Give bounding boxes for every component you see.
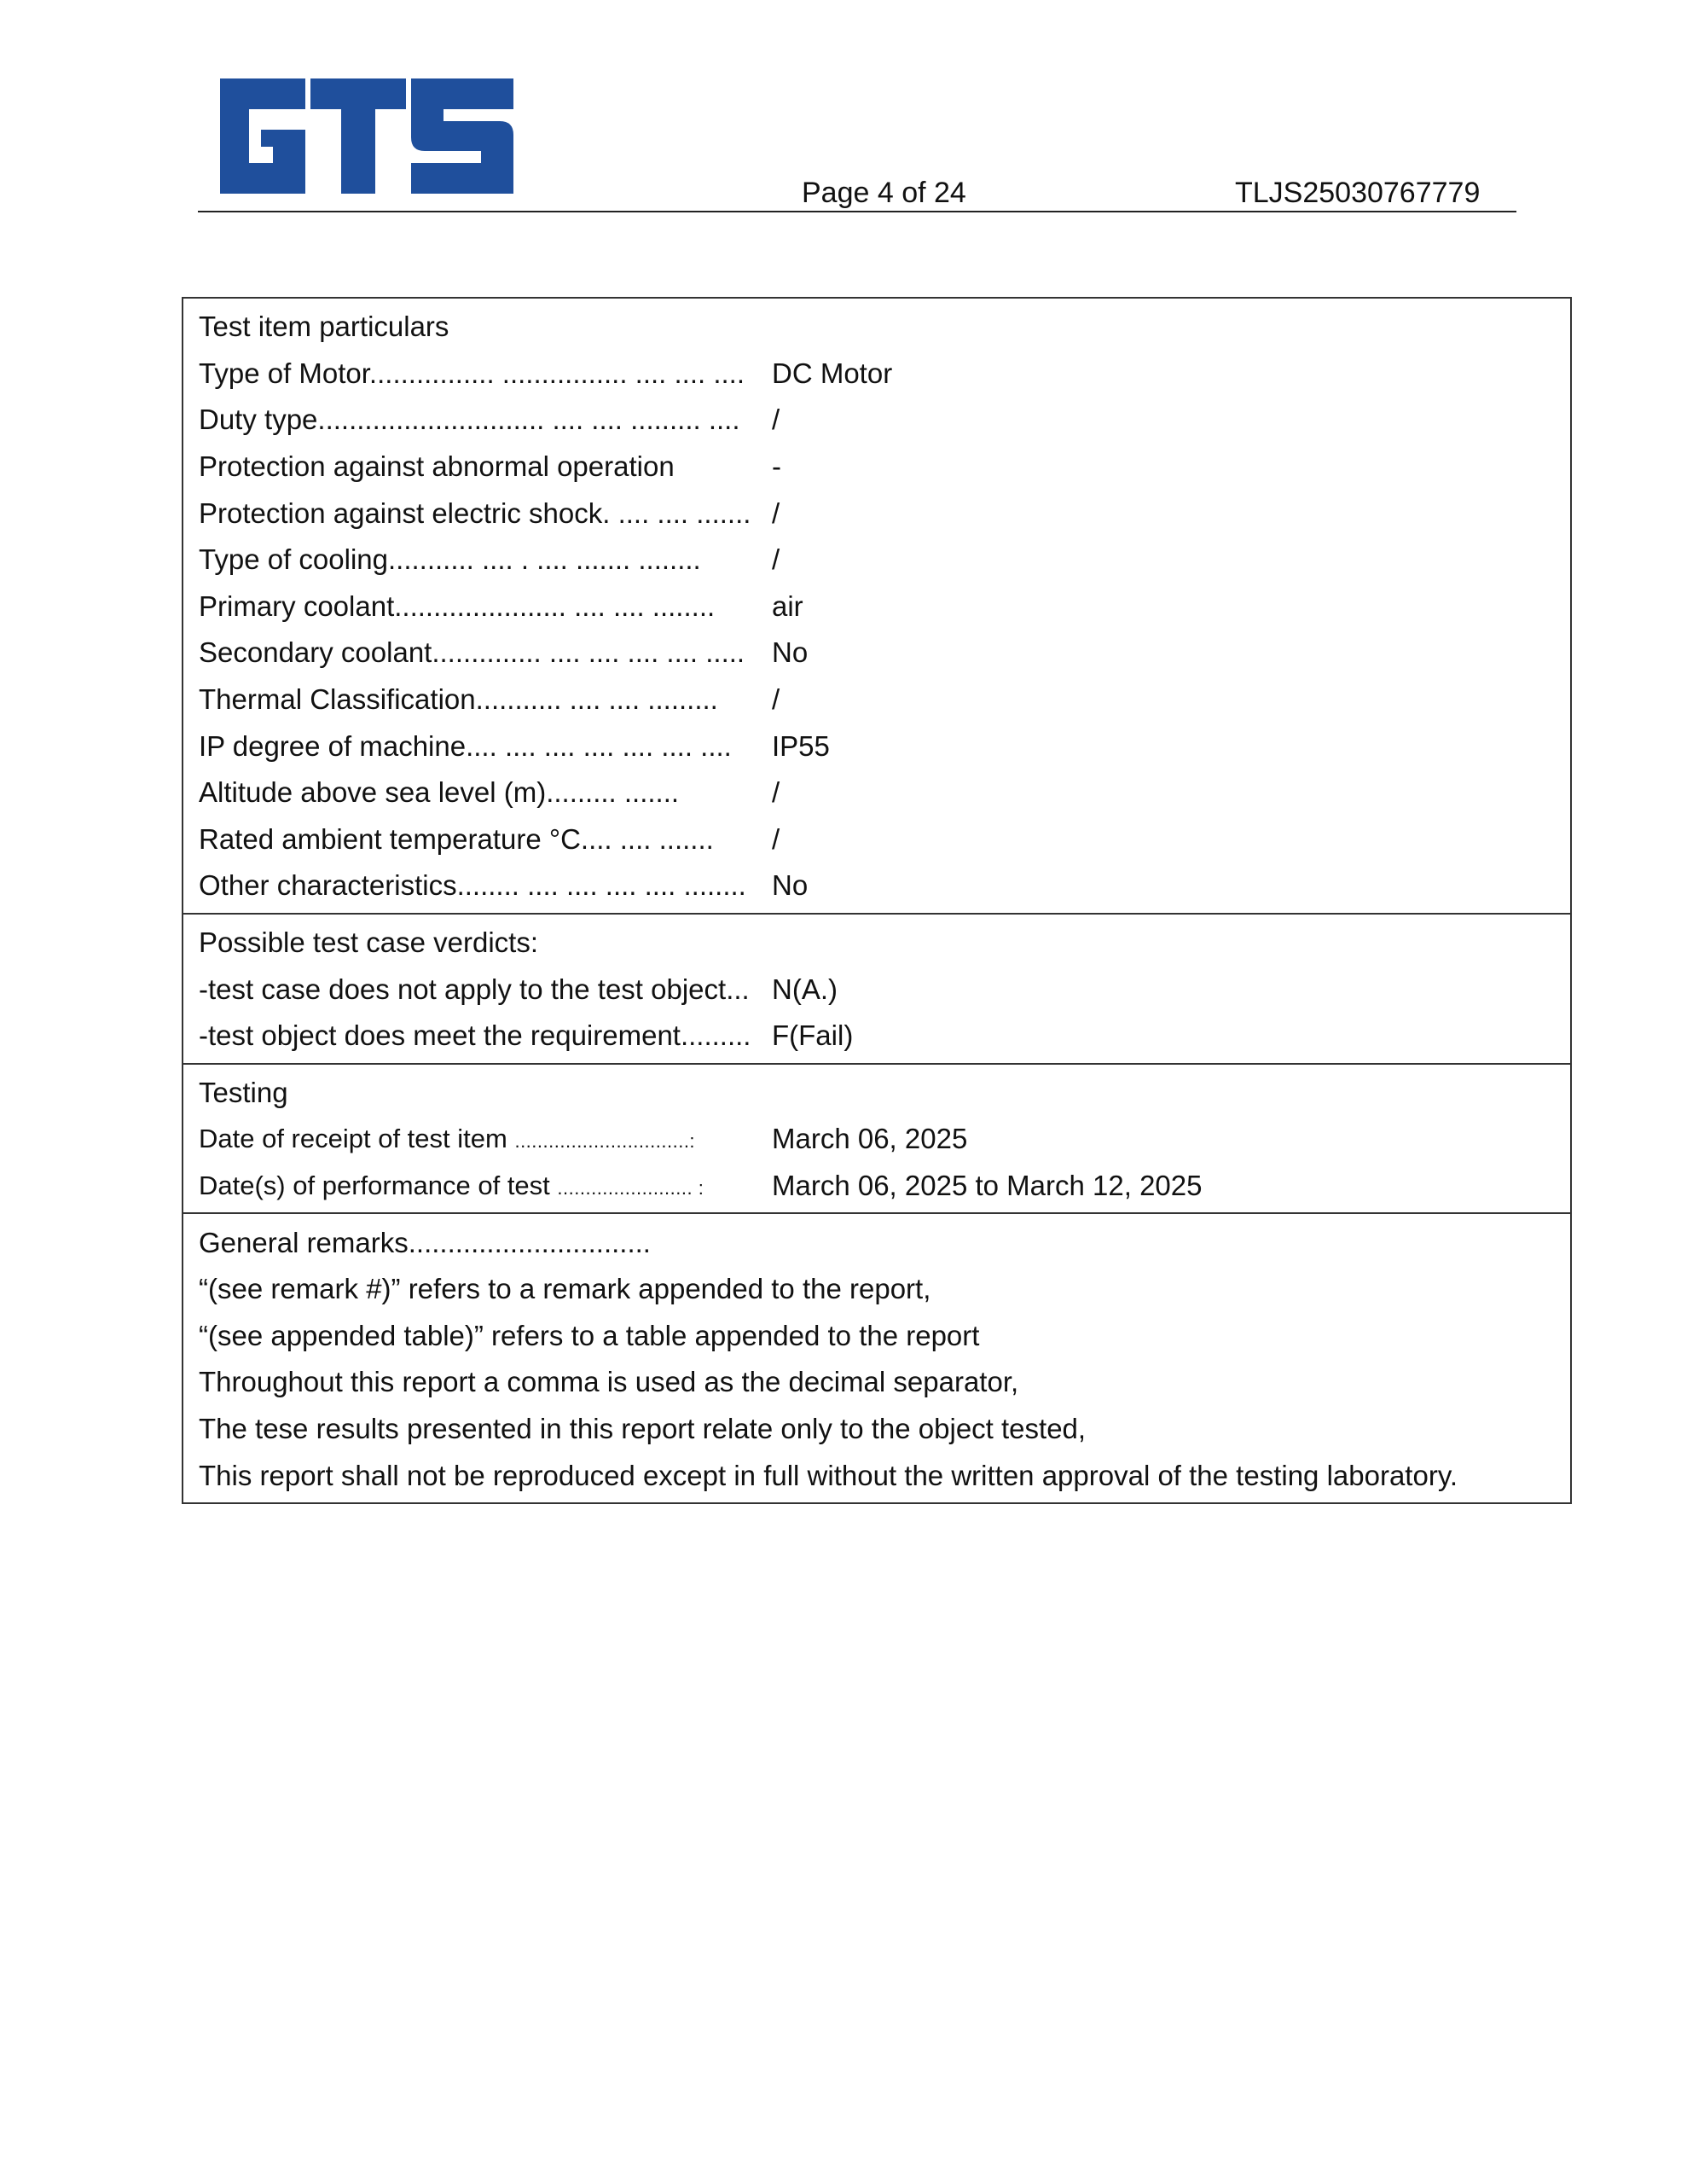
row-value: / [772,822,780,855]
table-row [183,584,1570,630]
gts-logo-graphic [213,78,520,194]
verdicts-heading-row [183,920,1570,967]
row-value: IP55 [772,729,830,762]
receipt-label: Date of receipt of test item [199,1124,507,1154]
performance-dots: ........................ : [557,1176,704,1199]
row-value: No [772,869,809,902]
remark-line: This report shall not be reproduced except in full without the written approval of the testing laboratory. [199,1459,1458,1491]
table-row [183,397,1570,444]
row-label: Type of cooling........... .... . .... ....... ........ [199,543,701,576]
particulars-heading-row [183,304,1570,351]
table-row [183,816,1570,863]
particulars-section [183,299,1570,913]
table-row [183,770,1570,816]
row-value: No [772,636,809,669]
performance-dates: March 06, 2025 to March 12, 2025 [772,1169,1203,1201]
row-value: - [772,450,781,483]
page-number: Page 4 of 24 [802,177,966,209]
testing-section [183,1063,1570,1213]
row-label: Secondary coolant.............. .... .... .... .... ..... [199,636,745,669]
table-row [183,1116,1570,1163]
row-label: Primary coolant...................... .... .... ........ [199,590,716,622]
row-label [183,1170,772,1201]
table-row [183,677,1570,723]
table-row [183,351,1570,398]
table-row [183,723,1570,770]
remarks-heading: General remarks............................... [199,1226,651,1258]
row-value: / [772,543,780,576]
receipt-dots: ...............................: [514,1130,696,1153]
row-label: Protection against electric shock. .... .... ....... [199,497,751,529]
testing-heading-row [183,1070,1570,1117]
table-row [183,863,1570,909]
row-label: Type of Motor................ ................ .... .... .... [199,357,745,389]
table-row [183,1163,1570,1210]
table-row [183,630,1570,677]
row-value: / [772,404,780,436]
row-value: / [772,776,780,809]
verdicts-section [183,913,1570,1063]
remarks-section [183,1212,1570,1502]
remark-line: Throughout this report a comma is used as the decimal separator, [199,1366,1019,1398]
report-number: TLJS25030767779 [1235,177,1481,209]
receipt-date: March 06, 2025 [772,1123,968,1155]
row-label: Duty type............................. .... .... ......... .... [199,404,740,436]
row-label: -test case does not apply to the test object... [199,973,750,1005]
particulars-heading: Test item particulars [199,311,449,343]
logo-letter-g [220,78,305,194]
row-label: Thermal Classification........... .... .... ......... [199,683,718,716]
test-item-table [182,297,1572,1504]
row-label: IP degree of machine.... .... .... .... .... .... .... [199,729,732,762]
gts-logo [213,78,520,194]
row-value: air [772,590,803,622]
row-label: Other characteristics........ .... .... .... .... ........ [199,869,746,902]
table-row [183,966,1570,1013]
remark-line: “(see remark #)” refers to a remark appended to the report, [199,1273,931,1305]
row-value: / [772,683,780,716]
row-value: DC Motor [772,357,893,389]
row-value: F(Fail) [772,1019,854,1052]
logo-letter-s [411,78,513,194]
table-row [183,537,1570,584]
row-label: Rated ambient temperature °C.... .... ....... [199,822,714,855]
row-label: Protection against abnormal operation [199,450,675,483]
header-divider [198,211,1516,212]
table-row [183,1013,1570,1060]
row-label: -test object does meet the requirement......... [199,1019,751,1052]
table-row [183,490,1570,537]
logo-letter-t [310,78,406,194]
remark-line: The tese results presented in this report relate only to the object tested, [199,1412,1087,1444]
row-label [183,1124,772,1154]
row-value: N(A.) [772,973,838,1005]
remark-line: “(see appended table)” refers to a table appended to the report [199,1319,980,1351]
row-label: Altitude above sea level (m)......... ....... [199,776,680,809]
table-row [183,444,1570,491]
verdicts-heading: Possible test case verdicts: [199,926,538,959]
performance-label: Date(s) of performance of test [199,1170,550,1200]
row-value: / [772,497,780,529]
testing-heading: Testing [199,1076,288,1108]
